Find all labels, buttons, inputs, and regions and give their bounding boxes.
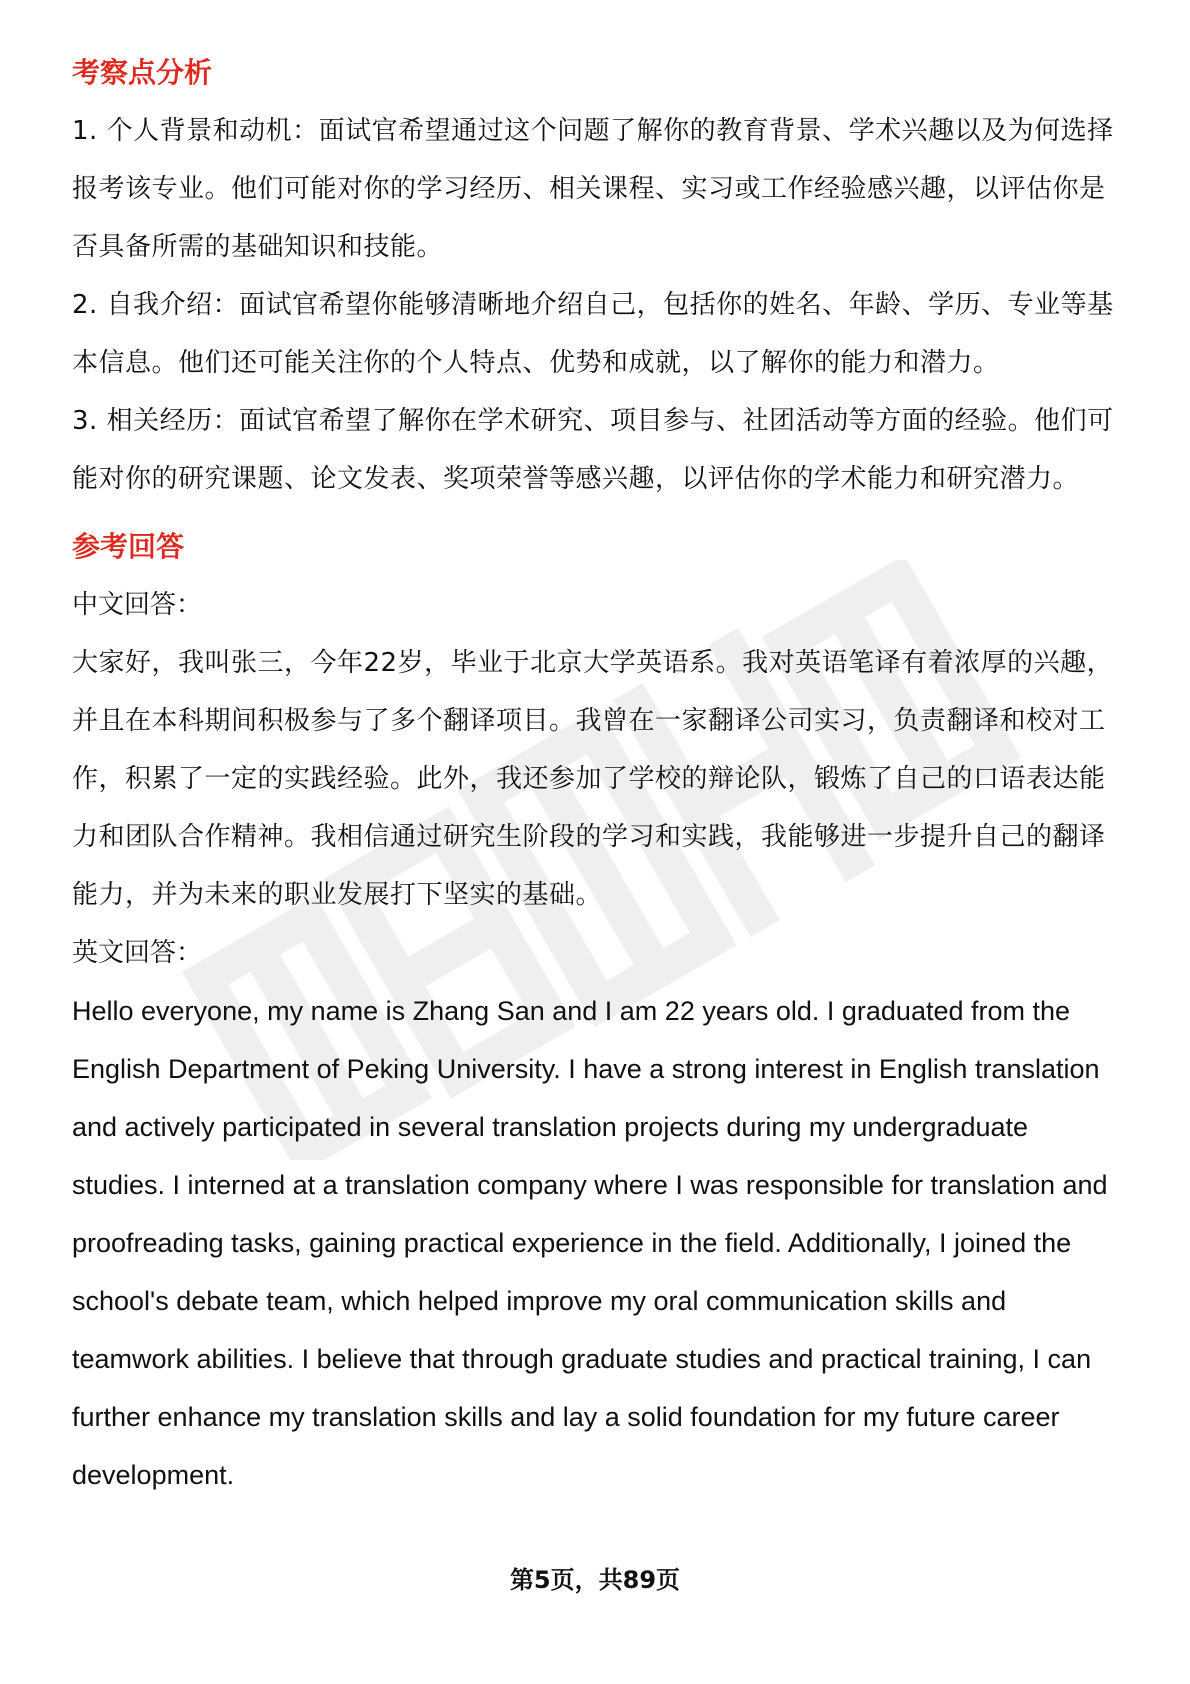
page-number: 第5页，共89页 <box>509 1566 681 1594</box>
english-answer-text: Hello everyone, my name is Zhang San and I am 22 years old. I graduated from the English Department of Peking University. I have a strong interest in English translation and actively participated in several translation projects during my undergraduate studies. I interned at a translation company where I was responsible for translation and proofreading tasks, gaining practical experience in the field. Additionally, I joined the school's debate team, which helped improve my oral communication skills and teamwork abilities. I believe that through graduate studies and practical training, I can further enhance my translation skills and lay a solid foundation for my future career development. <box>72 996 1108 1490</box>
document-page <box>72 44 1122 1504</box>
chinese-answer-label: 中文回答： <box>72 590 203 620</box>
chinese-answer-text: 大家好，我叫张三，今年22岁，毕业于北京大学英语系。我对英语笔译有着浓厚的兴趣，并且在本科期间积极参与了多个翻译项目。我曾在一家翻译公司实习，负责翻译和校对工作，积累了一定的实践经验。此外，我还参加了学校的辩论队，锻炼了自己的口语表达能力和团队合作精神。我相信通过研究生阶段的学习和实践，我能够进一步提升自己的翻译能力，并为未来的职业发展打下坚实的基础。 <box>72 648 1114 910</box>
english-answer-label: 英文回答： <box>72 938 203 968</box>
analysis-item-3: 3. 相关经历：面试官希望了解你在学术研究、项目参与、社团活动等方面的经验。他们可能对你的研究课题、论文发表、奖项荣誉等感兴趣，以评估你的学术能力和研究潜力。 <box>72 406 1114 494</box>
answer-heading: 参考回答 <box>72 530 185 563</box>
analysis-item-2: 2. 自我介绍：面试官希望你能够清晰地介绍自己，包括你的姓名、年龄、学历、专业等基本信息。他们还可能关注你的个人特点、优势和成就，以了解你的能力和潜力。 <box>72 290 1114 378</box>
analysis-heading: 考察点分析 <box>72 56 213 89</box>
analysis-item-1: 1. 个人背景和动机：面试官希望通过这个问题了解你的教育背景、学术兴趣以及为何选择报考该专业。他们可能对你的学习经历、相关课程、实习或工作经验感兴趣，以评估你是否具备所需的基础知识和技能。 <box>72 116 1114 262</box>
